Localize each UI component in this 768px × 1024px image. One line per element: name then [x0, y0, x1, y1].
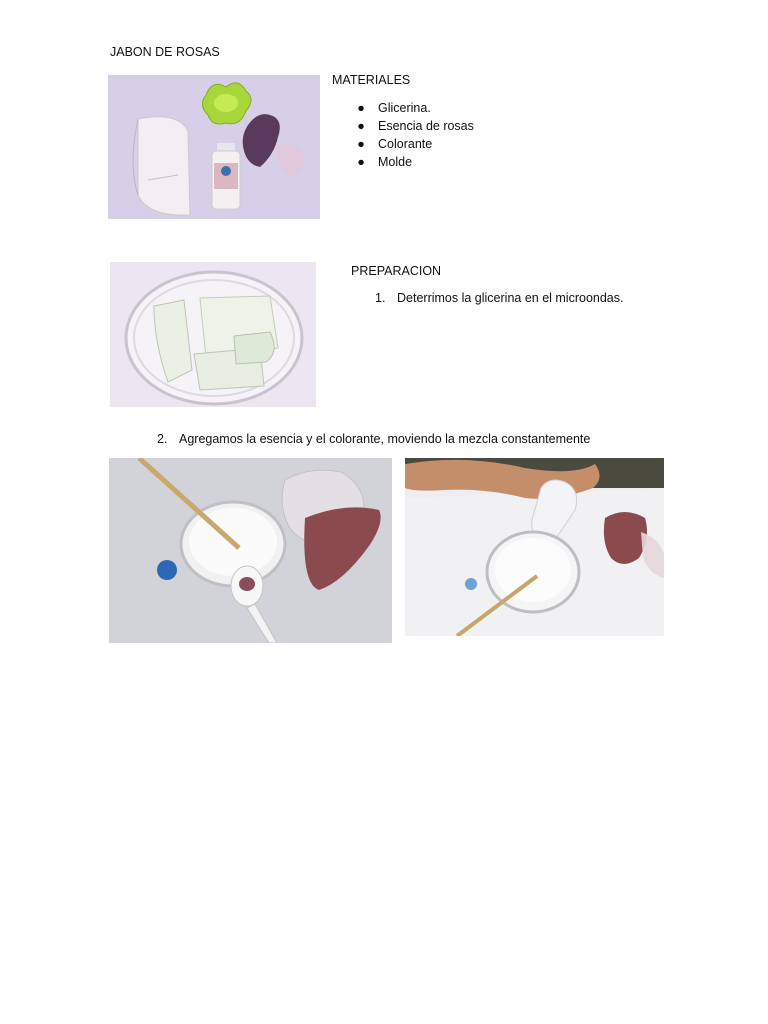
bullet-icon: ● [357, 101, 365, 115]
bullet-icon: ● [357, 137, 365, 151]
glycerin-bowl-photo [110, 262, 316, 407]
pouring-photo [405, 458, 664, 636]
materials-list-item: ● Glicerina. [354, 99, 474, 117]
preparation-step [375, 291, 623, 305]
step-text: Deterrimos la glicerina en el microondas. [397, 291, 624, 305]
bullet-icon: ● [357, 119, 365, 133]
materials-heading: MATERIALES [332, 73, 411, 87]
preparation-heading: PREPARACION [351, 264, 442, 278]
step-number: 2. [157, 432, 168, 446]
materials-photo [108, 75, 320, 219]
bullet-icon: ● [357, 155, 365, 169]
step-number: 1. [375, 291, 386, 305]
materials-list-item: ● Colorante [354, 135, 474, 153]
materials-list [354, 99, 474, 171]
materials-list-item: ● Molde [354, 153, 474, 171]
materials-list-item: ● Esencia de rosas [354, 117, 474, 135]
preparation-step [157, 432, 590, 446]
document-title: JABON DE ROSAS [110, 45, 220, 59]
step-text: Agregamos la esencia y el colorante, moviendo la mezcla constantemente [179, 432, 591, 446]
mixing-photo [109, 458, 392, 643]
